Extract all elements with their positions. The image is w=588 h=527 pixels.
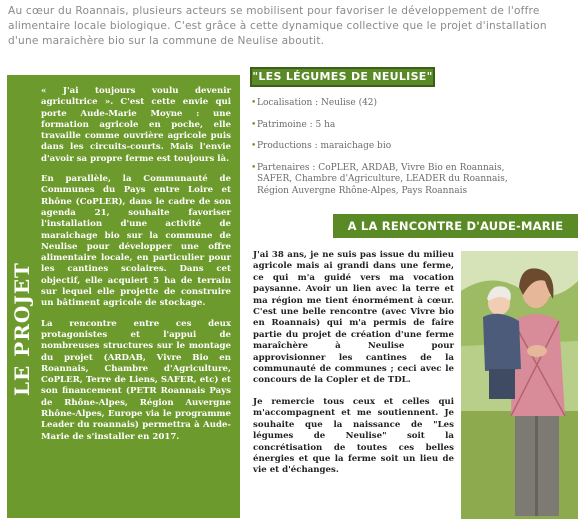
fact-item [251, 141, 541, 153]
interview-paragraph: Je remercie tous ceux et celles qui m'accompagnent et me soutiennent. Je souhaite que la naissance de "Les légumes de Neulise" soit la concrétisation de toutes ces belles énergies et que la ferme soit un lieu de vie et d'échanges. [253, 396, 454, 476]
bullet-icon: • [251, 98, 257, 108]
bullet-icon: • [251, 141, 257, 151]
farmer-photo-illustration [461, 251, 578, 519]
meet-title-box: A LA RENCONTRE D'AUDE-MARIE [333, 214, 578, 238]
fact-text: Localisation : Neulise (42) [257, 98, 378, 108]
fact-item [251, 163, 541, 198]
project-column [7, 75, 240, 518]
fact-item [251, 120, 541, 132]
project-text [35, 76, 239, 517]
farm-title-box: "LES LÉGUMES DE NEULISE" [250, 67, 435, 87]
project-paragraph: En parallèle, la Communauté de Communes du Pays entre Loire et Rhône (CoPLER), dans le cadre de son agenda 21, souhaite favoriser l'installation d'une activité de maraichage bio sur la commune de Neulise pour développer une offre alimentaire locale, en particulier pour les cantines scolaires. Dans cet objectif, elle acquiert 5 ha de terrain sur lequel elle projette de construire un bâtiment agricole de stockage. [41, 174, 231, 309]
bullet-icon: • [251, 119, 257, 130]
intro-text: Au cœur du Roannais, plusieurs acteurs se mobilisent pour favoriser le développement de l'offre alimentaire locale biologique. C'est grâce à cette dynamique collective que le projet d'installation d'une maraichère bio sur la commune de Neulise aboutit. [8, 5, 547, 47]
bullet-icon: • [251, 162, 257, 173]
fact-item [251, 98, 541, 110]
fact-text: Patrimoine : 5 ha [257, 119, 336, 130]
project-band [8, 76, 34, 517]
project-band-title: LE PROJET [10, 262, 34, 396]
interview-text [253, 250, 454, 487]
facts-list [251, 98, 541, 207]
fact-text: Partenaires : CoPLER, ARDAB, Vivre Bio en Roannais, SAFER, Chambre d'Agriculture, LEADER du Roannais, Région Auvergne Rhône-Alpes, Pays Roannais [257, 162, 508, 196]
project-paragraph: La rencontre entre ces deux protagonistes et l'appui de nombreuses structures sur le montage du projet (ARDAB, Vivre Bio en Roannais, Chambre d'Agriculture, CoPLER, Terre de Liens, SAFER, etc) et son financement (PETR Roannais Pays de Rhône-Alpes, Région Auvergne Rhône-Alpes, Europe via le programme Leader du roannais) permettra à Aude-Marie de s'installer en 2017. [41, 318, 231, 442]
interview-paragraph: J'ai 38 ans, je ne suis pas issue du milieu agricole mais ai grandi dans une ferme, ce qui m'a guidé vers ma vocation paysanne. Avoir un lien avec la terre et ma région me tient énormément à cœur. C'est une belle rencontre (avec Vivre bio en Roannais) qui m'a permis de faire partie du projet de création d'une ferme maraîchère à Neulise pour approvisionner les cantines de la communauté de communes ; ceci avec le concours de la Copler et de TDL. [253, 250, 454, 386]
project-paragraph: « J'ai toujours voulu devenir agricultrice ». C'est cette envie qui porte Aude-Marie Moyne : une formation agricole en poche, elle travaille comme ouvrière agricole puis dans les circuits-courts. Mais l'envie d'avoir sa propre ferme est toujours là. [41, 86, 231, 164]
fact-text: Productions : maraichage bio [257, 141, 392, 151]
farmer-photo [461, 251, 578, 519]
